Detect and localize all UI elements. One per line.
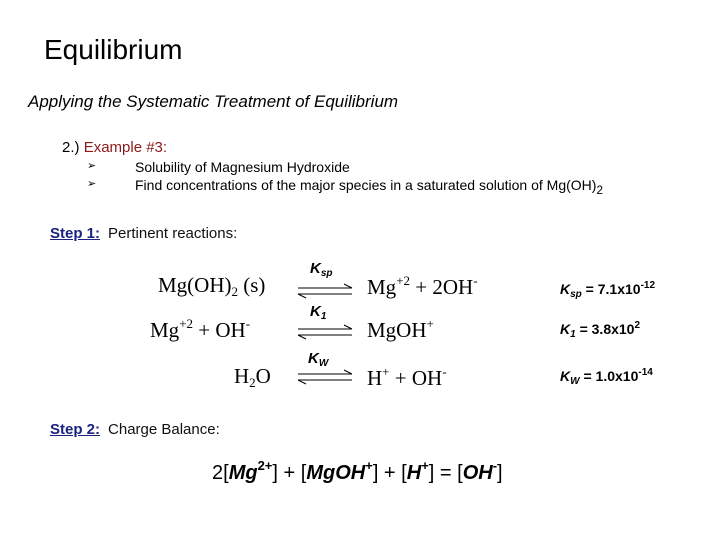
reaction-2-k-label: $K_1$	[310, 303, 327, 322]
reaction-1-products: $Mg^{+2} + 2OH^-$	[367, 273, 478, 299]
step-1-description: Pertinent reactions:	[108, 225, 238, 242]
reaction-1-reactants: $Mg(OH)_2$ (s)	[158, 273, 266, 299]
reaction-3-k-value: $K_W = 1.0x10^{-14}$	[560, 367, 653, 387]
bullet-text: Solubility of Magnesium Hydroxide	[135, 159, 350, 175]
step-1	[50, 225, 237, 242]
equilibrium-arrows-icon	[296, 369, 354, 385]
bullet-item	[87, 177, 717, 195]
reaction-2-k-value: $K_1 = 3.8x10^2$	[560, 320, 641, 340]
step-2-label: Step 2:	[50, 421, 101, 438]
arrow-bullet-icon: ➢	[87, 178, 97, 190]
step-2	[50, 421, 220, 438]
equilibrium-arrows-icon	[296, 324, 354, 340]
bullet-subscript: 2	[596, 183, 603, 197]
example-heading	[62, 139, 167, 156]
step-1-label: Step 1:	[50, 225, 101, 242]
bullet-item	[87, 159, 687, 177]
reaction-3-reactants: $H_2O$	[234, 364, 271, 390]
example-number: 2.)	[62, 139, 80, 156]
reaction-1-k-label: $K_{sp}$	[310, 260, 333, 279]
step-2-description: Charge Balance:	[108, 421, 220, 438]
slide-title: Equilibrium	[44, 34, 183, 65]
example-label: Example #3:	[83, 139, 168, 156]
equilibrium-arrows-icon	[296, 283, 354, 299]
reaction-3-products: H+ + OH-	[367, 364, 447, 390]
reaction-2-reactants: $Mg^{+2} + OH^-$	[150, 316, 251, 342]
reaction-1-k-value: $K_{sp} = 7.1x10^{-12}$	[560, 280, 656, 300]
arrow-bullet-icon: ➢	[87, 160, 97, 172]
bullet-text: Find concentrations of the major species in a saturated solution of $Mg(OH)_2$	[135, 177, 603, 197]
reaction-3-k-label: $K_W$	[308, 350, 329, 369]
charge-balance-equation: $2[Mg^{2+}]$ + [MgOH+] + [H+] = [OH-]	[212, 458, 503, 484]
reaction-2-products: MgOH+	[367, 316, 434, 342]
slide-subtitle: Applying the Systematic Treatment of Equilibrium	[28, 92, 399, 111]
